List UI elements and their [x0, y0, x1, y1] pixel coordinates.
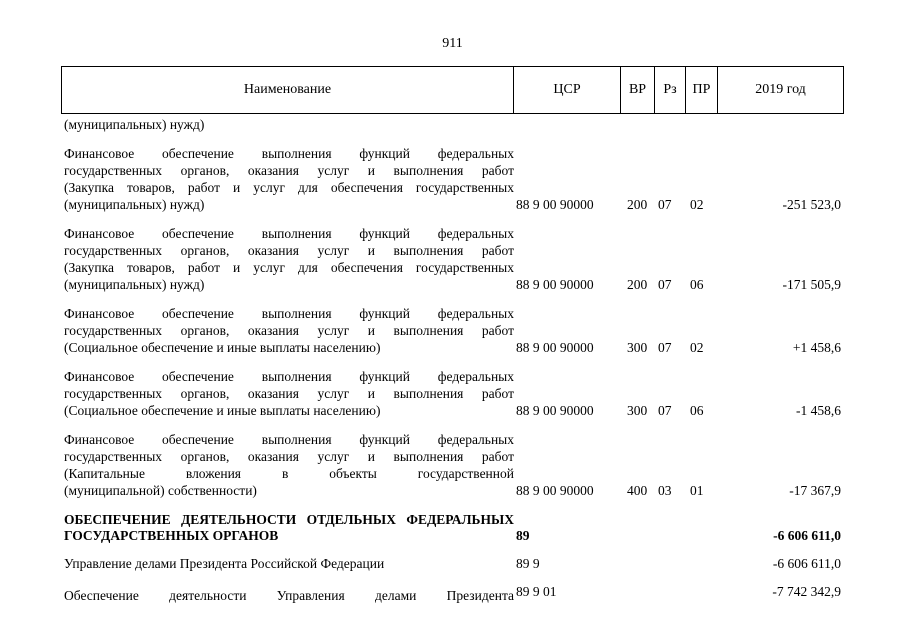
row-name-line: Финансовое обеспечение выполнения функций федеральных	[64, 369, 514, 384]
row-csr: 89 9 01	[516, 584, 557, 599]
row-rz: 07	[658, 277, 672, 292]
row-vr: 300	[627, 403, 648, 418]
row-amount: -6 606 611,0	[772, 556, 841, 571]
row-name-line: государственных органов, оказания услуг и выполнения работ	[64, 243, 514, 258]
row-name-line: Финансовое обеспечение выполнения функций федеральных	[64, 432, 514, 447]
header-rz: Рз	[655, 67, 686, 113]
header-name: Наименование	[62, 67, 514, 113]
row-name-line: (Закупка товаров, работ и услуг для обеспечения государственных	[64, 180, 514, 195]
row-name-line: государственных органов, оказания услуг и выполнения работ	[64, 163, 514, 178]
row-csr: 88 9 00 90000	[516, 277, 594, 292]
row-name-line: (муниципальных) нужд)	[64, 277, 205, 292]
row-amount: -6 606 611,0	[773, 528, 841, 543]
row-pr: 02	[690, 197, 704, 212]
row-vr: 300	[627, 340, 648, 355]
row-amount: -171 505,9	[782, 277, 841, 292]
row-pr: 06	[690, 277, 704, 292]
row-name-line: (Социальное обеспечение и иные выплаты населению)	[64, 403, 381, 418]
row-name-line: Управление делами Президента Российской Федерации	[64, 556, 385, 571]
row-name-line: государственных органов, оказания услуг и выполнения работ	[64, 323, 514, 338]
header-csr: ЦСР	[514, 67, 621, 113]
row-rz: 07	[658, 403, 672, 418]
header-pr: ПР	[686, 67, 718, 113]
row-amount: -251 523,0	[782, 197, 841, 212]
header-year: 2019 год	[755, 82, 806, 97]
row-csr: 88 9 00 90000	[516, 197, 594, 212]
row-csr: 88 9 00 90000	[516, 483, 594, 498]
row-name-line: Обеспечение деятельности Управления делами Президента	[64, 588, 514, 603]
row-csr: 89 9	[516, 556, 540, 571]
row-name-line: (муниципальных) нужд)	[64, 197, 205, 212]
row-rz: 07	[658, 340, 672, 355]
row-name-line: государственных органов, оказания услуг и выполнения работ	[64, 449, 514, 464]
row-rz: 03	[658, 483, 672, 498]
row-name-line: (Социальное обеспечение и иные выплаты населению)	[64, 340, 381, 355]
row-vr: 200	[627, 277, 648, 292]
row-name-line: ГОСУДАРСТВЕННЫХ ОРГАНОВ	[64, 528, 279, 543]
row-name-line: ОБЕСПЕЧЕНИЕ ДЕЯТЕЛЬНОСТИ ОТДЕЛЬНЫХ ФЕДЕРАЛЬНЫХ	[64, 512, 514, 527]
continuation-text: (муниципальных) нужд)	[64, 117, 205, 132]
row-vr: 200	[627, 197, 648, 212]
table-header	[61, 66, 844, 114]
row-vr: 400	[627, 483, 648, 498]
row-pr: 06	[690, 403, 704, 418]
row-amount: +1 458,6	[792, 340, 841, 355]
row-rz: 07	[658, 197, 672, 212]
row-pr: 01	[690, 483, 704, 498]
page-number: 911	[442, 36, 463, 51]
row-name-line: Финансовое обеспечение выполнения функций федеральных	[64, 146, 514, 161]
row-pr: 02	[690, 340, 704, 355]
row-name-line: (муниципальной) собственности)	[64, 483, 257, 498]
row-name-line: Финансовое обеспечение выполнения функций федеральных	[64, 226, 514, 241]
row-name-line: Финансовое обеспечение выполнения функций федеральных	[64, 306, 514, 321]
row-amount: -1 458,6	[796, 403, 841, 418]
row-name-line: государственных органов, оказания услуг и выполнения работ	[64, 386, 514, 401]
row-name-line: (Капитальные вложения в объекты государственной	[64, 466, 514, 481]
row-csr: 88 9 00 90000	[516, 403, 594, 418]
row-amount: -17 367,9	[789, 483, 841, 498]
row-csr: 88 9 00 90000	[516, 340, 594, 355]
row-amount: -7 742 342,9	[772, 584, 841, 599]
row-name-line: (Закупка товаров, работ и услуг для обеспечения государственных	[64, 260, 514, 275]
header-vr: ВР	[621, 67, 655, 113]
row-csr: 89	[516, 528, 530, 543]
